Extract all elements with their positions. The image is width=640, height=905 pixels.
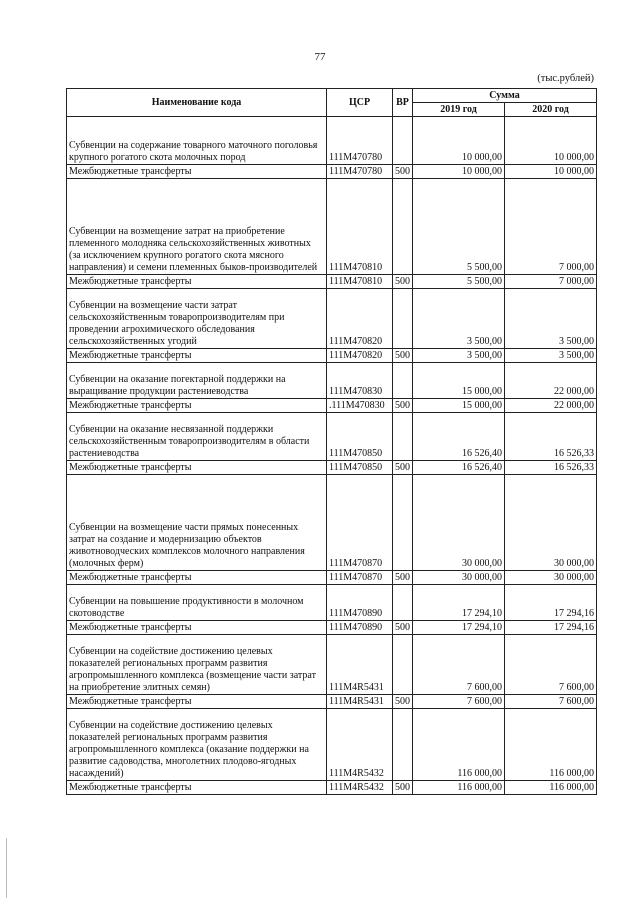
row-vr: 500 [393,781,413,795]
header-csr: ЦСР [327,89,393,117]
row-amount-2019: 7 600,00 [413,635,505,695]
row-vr [393,635,413,695]
table-row [67,781,597,795]
row-amount-2020: 3 500,00 [505,349,597,363]
margin-mark [6,838,7,898]
row-vr [393,413,413,461]
table-row [67,117,597,165]
table-row [67,165,597,179]
row-amount-2019: 15 000,00 [413,363,505,399]
row-amount-2019: 3 500,00 [413,289,505,349]
table-row [67,275,597,289]
row-amount-2020: 22 000,00 [505,363,597,399]
header-year-2020: 2020 год [505,103,597,117]
table-row [67,289,597,349]
row-amount-2020: 22 000,00 [505,399,597,413]
row-name: Межбюджетные трансферты [67,695,327,709]
budget-table [66,88,597,795]
row-amount-2020: 10 000,00 [505,165,597,179]
row-csr: 111М470850 [327,461,393,475]
page-number: 77 [314,51,326,63]
row-csr: 111М470820 [327,349,393,363]
table-row [67,349,597,363]
row-name: Субвенции на возмещение части прямых понесенных затрат на создание и модернизацию объектов животноводческих комплексов молочного направления (молочных ферм) [67,475,327,571]
row-amount-2019: 30 000,00 [413,475,505,571]
row-vr [393,585,413,621]
table-row [67,621,597,635]
row-amount-2020: 30 000,00 [505,475,597,571]
row-amount-2019: 15 000,00 [413,399,505,413]
row-vr [393,475,413,571]
row-amount-2019: 10 000,00 [413,165,505,179]
row-amount-2020: 16 526,33 [505,461,597,475]
row-csr: 111М4R5432 [327,781,393,795]
row-csr: 111М470780 [327,165,393,179]
row-amount-2020: 10 000,00 [505,117,597,165]
table-row [67,695,597,709]
row-csr: 111М470780 [327,117,393,165]
table-row [67,709,597,781]
row-name: Межбюджетные трансферты [67,621,327,635]
row-csr: 111М470830 [327,363,393,399]
row-csr: 111М4R5431 [327,635,393,695]
row-name: Межбюджетные трансферты [67,461,327,475]
row-vr: 500 [393,695,413,709]
row-amount-2020: 16 526,33 [505,413,597,461]
row-amount-2019: 116 000,00 [413,709,505,781]
row-amount-2019: 10 000,00 [413,117,505,165]
row-name: Субвенции на оказание несвязанной поддержки сельскохозяйственным товаропроизводителям в области растениеводства [67,413,327,461]
row-amount-2019: 16 526,40 [413,461,505,475]
row-amount-2020: 30 000,00 [505,571,597,585]
row-vr: 500 [393,461,413,475]
row-name: Субвенции на возмещение затрат на приобретение племенного молодняка сельскохозяйственных животных (за исключением крупного рогатого скота мясного направления) и семени племенных быков-производителей [67,179,327,275]
row-amount-2019: 116 000,00 [413,781,505,795]
header-vr: ВР [393,89,413,117]
row-amount-2019: 17 294,10 [413,585,505,621]
row-amount-2020: 7 000,00 [505,275,597,289]
row-csr: 111М470810 [327,179,393,275]
table-row [67,363,597,399]
row-amount-2019: 16 526,40 [413,413,505,461]
row-name: Межбюджетные трансферты [67,165,327,179]
row-amount-2020: 3 500,00 [505,289,597,349]
row-name: Субвенции на содействие достижению целевых показателей региональных программ развития агропромышленного комплекса (оказание поддержки на развитие садоводства, многолетних плодово-ягодных насаждений) [67,709,327,781]
table-row [67,461,597,475]
table-row [67,475,597,571]
table-row [67,399,597,413]
table-row [67,571,597,585]
row-amount-2020: 116 000,00 [505,781,597,795]
row-name: Межбюджетные трансферты [67,399,327,413]
row-csr: 111М470850 [327,413,393,461]
row-amount-2019: 7 600,00 [413,695,505,709]
row-csr: .111М470830 [327,399,393,413]
row-name: Субвенции на возмещение части затрат сельскохозяйственным товаропроизводителям при проведении агрохимического обследования сельскохозяйственных угодий [67,289,327,349]
row-amount-2020: 17 294,16 [505,621,597,635]
row-name: Межбюджетные трансферты [67,571,327,585]
row-amount-2019: 5 500,00 [413,275,505,289]
table-row [67,585,597,621]
row-vr: 500 [393,399,413,413]
header-name: Наименование кода [67,89,327,117]
row-csr: 111М470890 [327,585,393,621]
row-name: Субвенции на содержание товарного маточного поголовья крупного рогатого скота молочных пород [67,117,327,165]
row-amount-2019: 17 294,10 [413,621,505,635]
row-vr: 500 [393,349,413,363]
row-name: Межбюджетные трансферты [67,275,327,289]
row-vr: 500 [393,621,413,635]
row-amount-2020: 7 600,00 [505,695,597,709]
header-year-2019: 2019 год [413,103,505,117]
row-vr [393,179,413,275]
row-csr: 111М470870 [327,571,393,585]
table-row [67,413,597,461]
row-amount-2020: 7 000,00 [505,179,597,275]
row-amount-2020: 7 600,00 [505,635,597,695]
row-vr [393,709,413,781]
row-name: Субвенции на повышение продуктивности в молочном скотоводстве [67,585,327,621]
row-name: Межбюджетные трансферты [67,349,327,363]
row-vr: 500 [393,275,413,289]
row-vr: 500 [393,165,413,179]
row-amount-2019: 3 500,00 [413,349,505,363]
row-csr: 111М4R5431 [327,695,393,709]
row-csr: 111М470820 [327,289,393,349]
row-name: Субвенции на содействие достижению целевых показателей региональных программ развития агропромышленного комплекса (возмещение части затрат на приобретение элитных семян) [67,635,327,695]
row-csr: 111М470870 [327,475,393,571]
table-body [67,117,597,795]
row-amount-2020: 116 000,00 [505,709,597,781]
row-vr [393,117,413,165]
row-name: Субвенции на оказание погектарной поддержки на выращивание продукции растениеводства [67,363,327,399]
row-csr: 111М4R5432 [327,709,393,781]
row-csr: 111М470810 [327,275,393,289]
table-row [67,635,597,695]
row-amount-2020: 17 294,16 [505,585,597,621]
row-vr [393,289,413,349]
row-name: Межбюджетные трансферты [67,781,327,795]
row-amount-2019: 5 500,00 [413,179,505,275]
row-vr [393,363,413,399]
row-amount-2019: 30 000,00 [413,571,505,585]
header-sum: Сумма [413,89,597,103]
units-label: (тыс.рублей) [537,73,594,84]
table-row [67,179,597,275]
row-csr: 111М470890 [327,621,393,635]
row-vr: 500 [393,571,413,585]
